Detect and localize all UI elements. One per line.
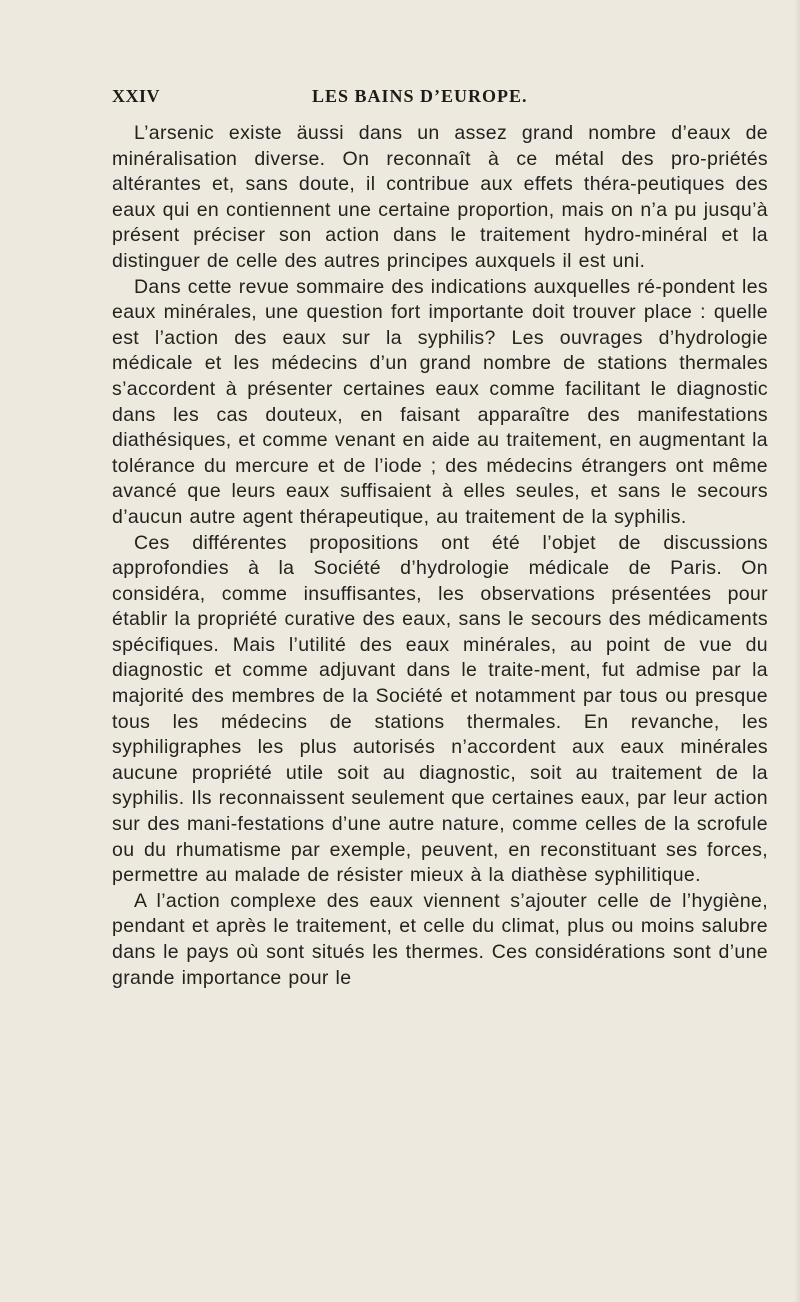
paragraph-hygiene-climat: A l’action complexe des eaux viennent s’ajouter celle de l’hygiène, pendant et après le traitement, et celle du climat, plus ou moins salubre dans le pays où sont situés les thermes. Ces considérations sont d’une grande importance pour le — [112, 889, 768, 989]
paragraph-societe-hydrologie: Ces différentes propositions ont été l’objet de discussions approfondies à la Société d’hydrologie médicale de Paris. On considéra, comme insuffisantes, les observations présentées pour établir la propriété curative des eaux, sans le secours des médicaments spécifiques. Mais l’utilité des eaux minérales, au point de vue du diagnostic et comme adjuvant dans le traite-ment, fut admise par la majorité des membres de la Société et notamment par tous ou presque tous les médecins de stations thermales. En revanche, les syphiligraphes les plus autorisés n’accordent aux eaux minérales aucune propriété utile soit au diagnostic, soit au traitement de la syphilis. Ils reconnaissent seulement que certaines eaux, par leur action sur des mani-festations d’une autre nature, comme celles de la scrofule ou du rhumatisme par exemple, peuvent, en reconstituant ses forces, permettre au malade de résister mieux à la diathèse syphilitique. — [112, 531, 768, 887]
running-title: LES BAINS D’EUROPE. — [312, 86, 528, 106]
running-head — [112, 86, 768, 110]
paragraph-syphilis-question: Dans cette revue sommaire des indications auxquelles ré-pondent les eaux minérales, une question fort importante doit trouver place : quelle est l’action des eaux sur la syphilis? Les ouvrages d’hydrologie médicale et les médecins d’un grand nombre de stations thermales s’accordent à présenter certaines eaux comme facilitant le diagnostic dans les cas douteux, en faisant apparaître des manifestations diathésiques, et comme venant en aide au traitement, en augmentant la tolérance du mercure et de l’iode ; des médecins étrangers ont même avancé que leurs eaux suffisaient à elles seules, et sans le secours d’aucun autre agent thérapeutique, au traitement de la syphilis. — [112, 275, 768, 528]
page-number: XXIV — [112, 86, 161, 106]
page-edge — [794, 0, 800, 1302]
body-text — [112, 121, 768, 991]
paragraph-arsenic: L’arsenic existe äussi dans un assez grand nombre d’eaux de minéralisation diverse. On reconnaît à ce métal des pro-priétés altérantes et, sans doute, il contribue aux effets théra-peutiques des eaux qui en contiennent une certaine proportion, mais on n’a pu jusqu’à présent préciser son action dans le traitement hydro-minéral et la distinguer de celle des autres principes auxquels il est uni. — [112, 122, 768, 272]
